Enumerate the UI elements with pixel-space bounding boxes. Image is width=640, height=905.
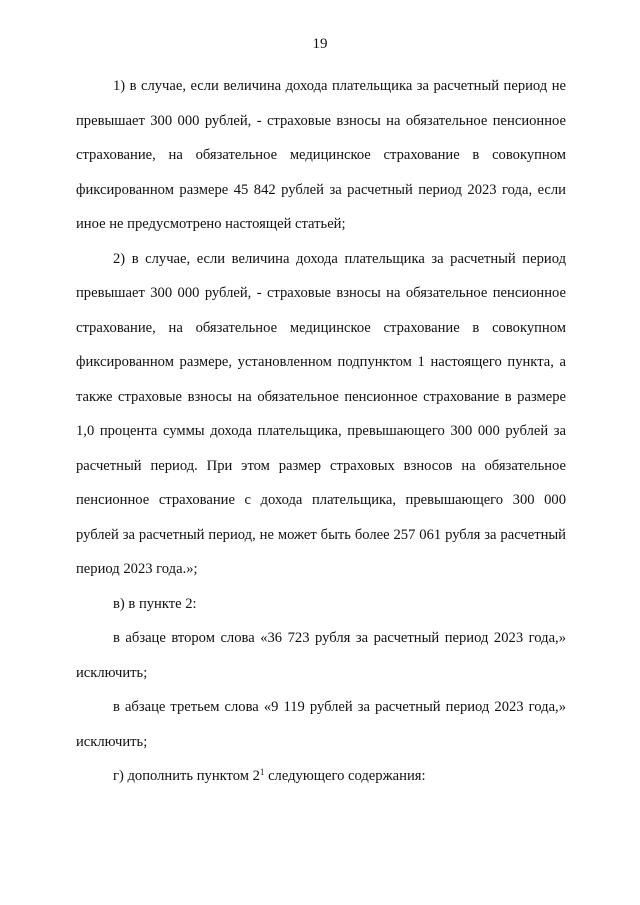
paragraph-item-v: в) в пункте 2: <box>113 595 197 612</box>
paragraph-third-abzac: в абзаце третьем слова «9 119 рублей за расчетный период 2023 года,» исключить; <box>76 699 566 750</box>
page-number: 19 <box>312 36 328 52</box>
paragraph-item-g <box>76 759 566 794</box>
paragraph-subitem-1: 1) в случае, если величина дохода плательщика за расчетный период не превышает 300 000 рублей, - страховые взносы на обязательное пенсионное страхование, на обязательное медицинское страхование в совокупном фиксированном размере 45 842 рублей за расчетный период 2023 года, если иное не предусмотрено настоящей статьей; <box>76 78 566 232</box>
document-body <box>76 69 566 794</box>
item-g-text-start: г) дополнить пунктом 2 <box>113 768 260 784</box>
paragraph-subitem-2: 2) в случае, если величина дохода плательщика за расчетный период превышает 300 000 рублей, - страховые взносы на обязательное пенсионное страхование, на обязательное медицинское страхование в совокупном фиксированном размере, установленном подпунктом 1 настоящего пункта, а также страховые взносы на обязательное пенсионное страхование в размере 1,0 процента суммы дохода плательщика, превышающего 300 000 рублей за расчетный период. При этом размер страховых взносов на обязательное пенсионное страхование с дохода плательщика, превышающего 300 000 рублей за расчетный период, не может быть более 257 061 рубля за расчетный период 2023 года.»; <box>76 250 566 577</box>
item-g-superscript: 1 <box>259 767 265 777</box>
item-g-text-end: следующего содержания: <box>264 768 426 784</box>
paragraph-second-abzac: в абзаце втором слова «36 723 рубля за расчетный период 2023 года,» исключить; <box>76 630 566 681</box>
